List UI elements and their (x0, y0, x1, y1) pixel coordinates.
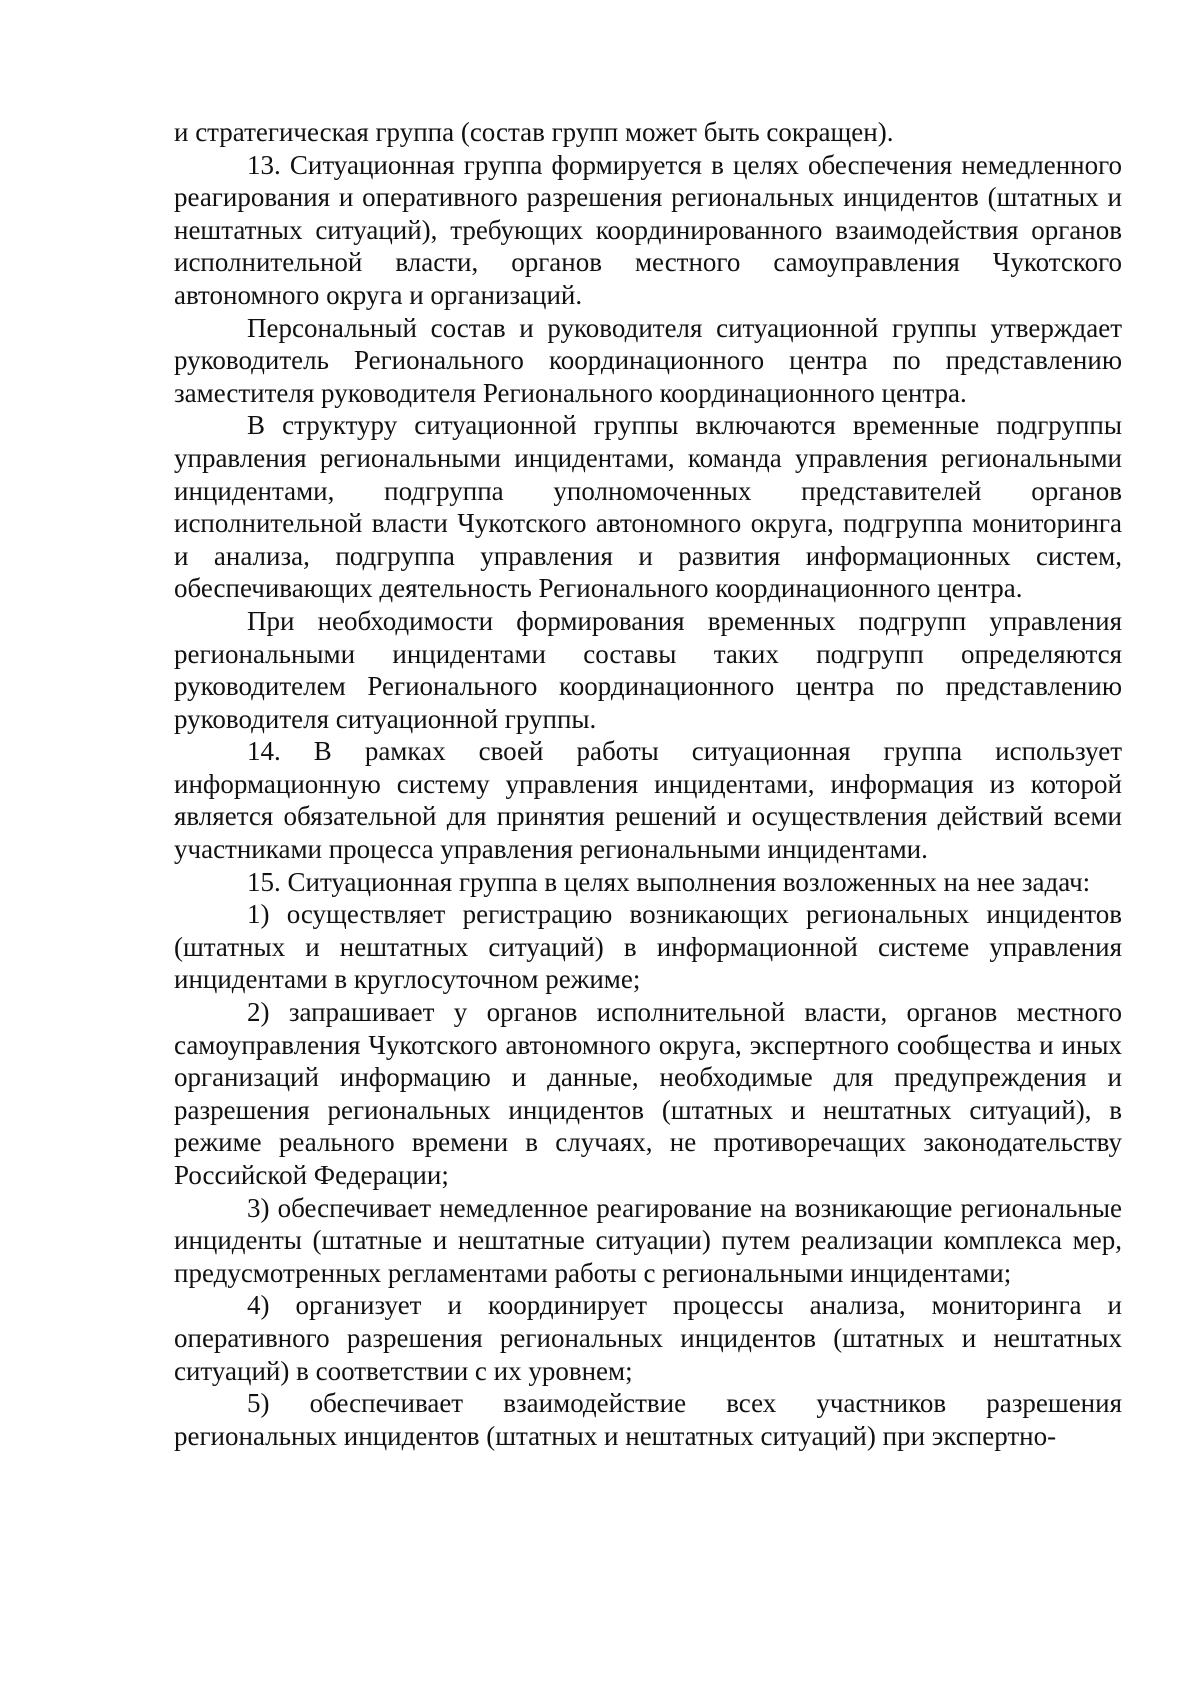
list-item-2: 2) запрашивает у органов исполнительной власти, органов местного самоуправления Чукотского автономного округа, экспертного сообщества и иных организаций информацию и данные, необходимые для предупреждения и разрешения региональных инцидентов (штатных и нештатных ситуаций), в режиме реального времени в случаях, не противоречащих законодательству Российской Федерации; (174, 997, 1122, 1190)
paragraph-item-14: 14. В рамках своей работы ситуационная группа использует информационную систему управления инцидентами, информация из которой является обязательной для принятия решений и осуществления действий всеми участниками процесса управления региональными инцидентами. (174, 736, 1122, 865)
paragraph-temporary-subgroups: При необходимости формирования временных подгрупп управления региональными инцидентами составы таких подгрупп определяются руководителем Регионального координационного центра по представлению руководителя ситуационной группы. (174, 605, 1122, 734)
paragraph-structure: В структуру ситуационной группы включаются временные подгруппы управления региональными инцидентами, команда управления региональными инцидентами, подгруппа уполномоченных представителей органов исполнительной власти Чукотского автономного округа, подгруппа мониторинга и анализа, подгруппа управления и развития информационных систем, обеспечивающих деятельность Регионального координационного центра. (174, 410, 1122, 604)
list-item-1: 1) осуществляет регистрацию возникающих региональных инцидентов (штатных и нештатных ситуаций) в информационной системе управления инцидентами в круглосуточном режиме; (174, 899, 1122, 995)
paragraph-item-15: 15. Ситуационная группа в целях выполнения возложенных на нее задач: (247, 866, 1091, 897)
list-item-5: 5) обеспечивает взаимодействие всех участников разрешения региональных инцидентов (штатных и нештатных ситуаций) при экспертно- (174, 1388, 1122, 1451)
paragraph-continuation: и стратегическая группа (состав групп может быть сокращен). (174, 117, 894, 147)
paragraph-personnel: Персональный состав и руководителя ситуационной группы утверждает руководитель Регионального координационного центра по представлению заместителя руководителя Регионального координационного центра. (174, 312, 1122, 408)
paragraph-item-13: 13. Ситуационная группа формируется в целях обеспечения немедленного реагирования и оперативного разрешения региональных инцидентов (штатных и нештатных ситуаций), требующих координированного взаимодействия органов исполнительной власти, органов местного самоуправления Чукотского автономного округа и организаций. (174, 149, 1122, 310)
list-item-4: 4) организует и координирует процессы анализа, мониторинга и оперативного разрешения региональных инцидентов (штатных и нештатных ситуаций) в соответствии с их уровнем; (174, 1290, 1122, 1386)
document-body (174, 116, 1122, 1452)
list-item-3: 3) обеспечивает немедленное реагирование на возникающие региональные инциденты (штатные и нештатные ситуации) путем реализации комплекса мер, предусмотренных регламентами работы с региональными инцидентами; (174, 1192, 1122, 1288)
